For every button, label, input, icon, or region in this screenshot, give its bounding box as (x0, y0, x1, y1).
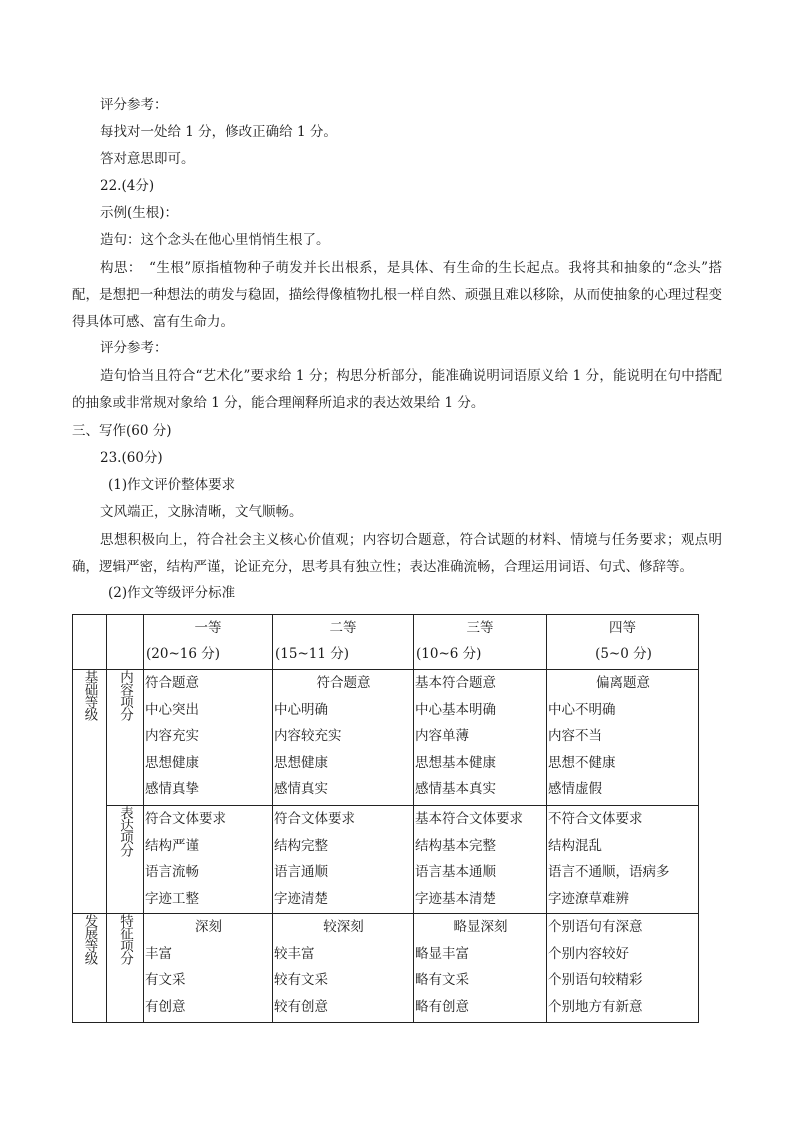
grade-range: (5~0 分) (595, 646, 652, 662)
cell-text: 结构混乱 (548, 837, 602, 854)
expression-cell-grade-4 (547, 806, 699, 914)
cell-text: 字迹基本清楚 (415, 890, 496, 907)
grading-table (72, 614, 699, 1023)
table-row-expression (73, 806, 699, 914)
cell-text: 语言流畅 (145, 864, 199, 880)
expression-cell-grade-3 (414, 806, 547, 914)
grading-standard-heading: (2)作文等级评分标准 (108, 585, 236, 601)
table-header-row (73, 615, 699, 670)
grade-label: 三等 (466, 620, 494, 636)
cell-text: 较有创意 (274, 998, 328, 1015)
cell-text: 语言通顺 (274, 864, 328, 880)
cell-text: 符合文体要求 (145, 811, 226, 827)
cell-text: 字迹工整 (145, 890, 199, 907)
cell-text: 基本符合题意 (415, 675, 496, 691)
cell-text: 感情虚假 (548, 781, 602, 797)
cell-text: 思想健康 (145, 754, 199, 771)
question-23-heading: 23.(60分) (100, 450, 163, 466)
grade-range: (20~16 分) (146, 646, 220, 662)
grade-range: (15~11 分) (275, 646, 349, 662)
scoring-note-text: 答对意思即可。 (100, 151, 195, 167)
cell-text: 思想基本健康 (415, 754, 496, 771)
content-cell-grade-1 (144, 670, 273, 806)
grade-label: 一等 (194, 620, 222, 636)
expression-cell-grade-2 (273, 806, 414, 914)
scoring-detail-paragraph: 造句恰当且符合“艺术化”要求给 1 分；构思分析部分，能准确说明词语原义给 1 分，能说明在句中搭配的抽象或非常规对象给 1 分，能合理阐释所追求的表达效果给 1 分。 (72, 368, 722, 411)
header-grade-2 (273, 615, 414, 670)
cell-text: 内容不当 (548, 728, 602, 744)
cell-text: 感情基本真实 (415, 781, 496, 797)
subgroup-expression-label: 表达项分 (117, 806, 133, 856)
cell-text: 语言不通顺，语病多 (548, 864, 670, 880)
subgroup-expression-cell (107, 806, 144, 914)
concept-paragraph: 构思： “生根”原指植物种子萌发并长出根系，是具体、有生命的生长起点。我将其和抽象的“念头”搭配，是想把一种想法的萌发与稳固，描绘得像植物扎根一样自然、顽强且难以移除，从而使抽象的心理过程变得具体可感、富有生命力。 (72, 260, 722, 330)
content-cell-grade-2 (273, 670, 414, 806)
feature-cell-grade-3 (414, 914, 547, 1023)
cell-text: 较丰富 (274, 945, 315, 962)
cell-text: 基本符合文体要求 (415, 811, 523, 827)
question-22-heading: 22.(4分) (100, 178, 155, 194)
cell-text: 有创意 (145, 998, 186, 1015)
scoring-ref-heading-1: 评分参考： (100, 97, 168, 113)
grade-label: 四等 (609, 620, 636, 636)
feature-cell-grade-4 (547, 914, 699, 1023)
example-label: 示例(生根)： (100, 205, 179, 221)
table-row-content (73, 670, 699, 806)
grade-range: (10~6 分) (416, 646, 482, 662)
header-grade-4 (547, 615, 699, 670)
cell-text: 结构基本完整 (415, 837, 496, 854)
cell-text: 有文采 (145, 972, 186, 988)
cell-text: 思想不健康 (548, 754, 616, 771)
cell-text: 中心不明确 (548, 701, 616, 718)
corner-cell (107, 615, 144, 670)
group-basic-label: 基础等级 (81, 670, 98, 720)
cell-text: 偏离题意 (596, 675, 650, 691)
group-develop-label: 发展等级 (81, 914, 98, 964)
cell-text: 内容单薄 (415, 728, 469, 744)
cell-text: 个别语句有深意 (548, 919, 643, 935)
cell-text: 个别地方有新意 (548, 998, 643, 1015)
cell-text: 略有文采 (415, 972, 469, 988)
table-row-feature (73, 914, 699, 1023)
corner-cell (73, 615, 107, 670)
feature-cell-grade-2 (273, 914, 414, 1023)
group-basic-cell (73, 670, 107, 914)
cell-text: 字迹潦草难辨 (548, 890, 629, 907)
expression-cell-grade-1 (144, 806, 273, 914)
cell-text: 个别语句较精彩 (548, 972, 643, 988)
subgroup-content-cell (107, 670, 144, 806)
style-requirement-text: 文风端正，文脉清晰，文气顺畅。 (100, 504, 303, 520)
cell-text: 感情真挚 (145, 781, 199, 797)
header-grade-3 (414, 615, 547, 670)
cell-text: 结构完整 (274, 837, 328, 854)
feature-cell-grade-1 (144, 914, 273, 1023)
cell-text: 较深刻 (323, 919, 364, 935)
cell-text: 结构严谨 (145, 837, 199, 854)
cell-text: 中心基本明确 (415, 701, 496, 718)
cell-text: 符合题意 (145, 675, 199, 691)
content-requirement-paragraph: 思想积极向上，符合社会主义核心价值观；内容切合题意，符合试题的材料、情境与任务要求；观点明确，逻辑严密，结构严谨，论证充分，思考具有独立性；表达准确流畅，合理运用词语、句式、修辞等。 (72, 532, 722, 575)
cell-text: 较有文采 (274, 972, 328, 988)
cell-text: 中心明确 (274, 701, 328, 718)
subgroup-feature-cell (107, 914, 144, 1023)
cell-text: 略有创意 (415, 998, 469, 1015)
cell-text: 中心突出 (145, 701, 199, 718)
overall-requirements-heading: (1)作文评价整体要求 (108, 477, 236, 493)
group-develop-cell (73, 914, 107, 1023)
cell-text: 思想健康 (274, 754, 328, 771)
cell-text: 不符合文体要求 (548, 811, 643, 827)
grade-label: 二等 (329, 620, 357, 636)
cell-text: 个别内容较好 (548, 945, 629, 962)
scoring-ref-heading-2: 评分参考： (100, 340, 168, 356)
cell-text: 符合题意 (316, 675, 371, 691)
cell-text: 语言基本通顺 (415, 864, 496, 880)
subgroup-feature-label: 特征项分 (117, 914, 133, 964)
scoring-rule-text: 每找对一处给 1 分，修改正确给 1 分。 (100, 124, 337, 140)
content-cell-grade-4 (547, 670, 699, 806)
cell-text: 字迹清楚 (274, 890, 328, 907)
cell-text: 内容较充实 (274, 728, 342, 744)
example-sentence: 造句：这个念头在他心里悄悄生根了。 (100, 232, 330, 248)
cell-text: 深刻 (195, 919, 222, 935)
cell-text: 内容充实 (145, 728, 199, 744)
cell-text: 感情真实 (274, 781, 328, 797)
cell-text: 丰富 (145, 945, 172, 962)
cell-text: 符合文体要求 (274, 811, 355, 827)
section-three-heading: 三、写作(60 分) (72, 423, 172, 439)
cell-text: 略显深刻 (453, 919, 508, 935)
subgroup-content-label: 内容项分 (117, 670, 133, 720)
content-cell-grade-3 (414, 670, 547, 806)
cell-text: 略显丰富 (415, 945, 469, 962)
header-grade-1 (144, 615, 273, 670)
